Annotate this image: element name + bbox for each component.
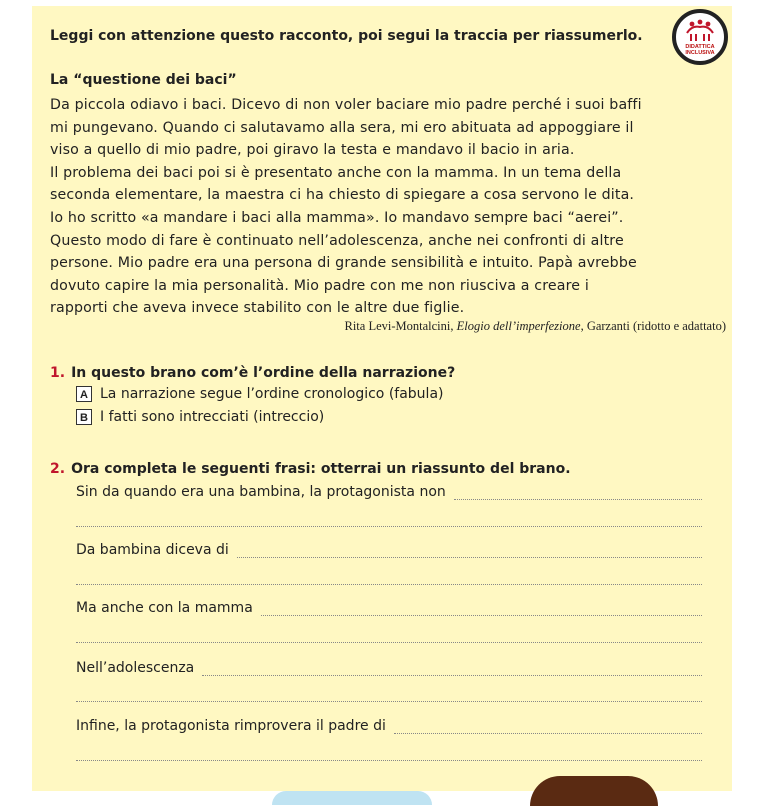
credit-title: Elogio dell’imperfezione <box>456 319 581 333</box>
people-icon <box>684 19 716 43</box>
story-title: La “questione dei baci” <box>50 72 237 88</box>
badge-label: DIDATTICA INCLUSIVA <box>685 44 715 56</box>
decorative-illustration <box>530 776 658 806</box>
answer-line[interactable] <box>261 601 702 616</box>
answer-field[interactable] <box>76 718 702 734</box>
option-a[interactable] <box>76 386 443 402</box>
answer-field[interactable] <box>76 660 702 676</box>
answer-line[interactable] <box>76 760 702 761</box>
decorative-illustration <box>272 791 432 805</box>
prompt-text: Sin da quando era una bambina, la protagonista non <box>76 484 446 500</box>
prompt-text: Nell’adolescenza <box>76 660 195 676</box>
source-credit <box>344 319 726 334</box>
story-line: Da piccola odiavo i baci. Dicevo di non voler baciare mio padre perché i suoi baffi <box>50 97 642 113</box>
answer-field[interactable] <box>76 484 702 500</box>
option-label: I fatti sono intrecciati (intreccio) <box>100 409 325 425</box>
story-line: mi pungevano. Quando ci salutavamo alla sera, mi ero abituata ad appoggiare il <box>50 119 634 136</box>
worksheet-page <box>32 6 732 791</box>
question-number: 2. <box>50 461 66 477</box>
option-checkbox[interactable]: B <box>76 409 92 425</box>
option-checkbox[interactable]: A <box>76 386 92 402</box>
story-line: rapporti che aveva invece stabilito con le altre due figlie. <box>50 300 465 317</box>
answer-line[interactable] <box>237 543 702 558</box>
story-line: viso a quello di mio padre, poi giravo la testa e mandavo il bacio in aria. <box>50 142 575 159</box>
answer-field[interactable] <box>76 542 702 558</box>
answer-line[interactable] <box>454 485 702 500</box>
option-label: La narrazione segue l’ordine cronologico (fabula) <box>100 386 444 402</box>
prompt-text: Da bambina diceva di <box>76 542 229 558</box>
didattica-inclusiva-badge <box>672 9 728 65</box>
question-text: In questo brano com’è l’ordine della narrazione? <box>71 365 456 381</box>
answer-line[interactable] <box>394 719 702 734</box>
answer-line[interactable] <box>76 642 702 643</box>
question-text: Ora completa le seguenti frasi: otterrai un riassunto del brano. <box>71 461 571 477</box>
credit-author: Rita Levi-Montalcini, <box>344 319 457 333</box>
story-line: Il problema dei baci poi si è presentato anche con la mamma. In un tema della <box>50 164 622 181</box>
story-line: dovuto capire la mia personalità. Mio padre con me non riusciva a creare i <box>50 277 589 294</box>
option-b[interactable] <box>76 409 324 425</box>
story-line: Io ho scritto «a mandare i baci alla mamma». Io mandavo sempre baci “aerei”. <box>50 209 624 226</box>
question-1 <box>50 365 455 381</box>
prompt-text: Ma anche con la mamma <box>76 600 253 616</box>
question-number: 1. <box>50 365 66 381</box>
answer-field[interactable] <box>76 600 702 616</box>
story-text <box>50 94 710 320</box>
credit-publisher: , Garzanti (ridotto e adattato) <box>580 319 726 333</box>
answer-line[interactable] <box>76 526 702 527</box>
prompt-text: Infine, la protagonista rimprovera il padre di <box>76 718 386 734</box>
answer-line[interactable] <box>202 661 702 676</box>
instruction-heading: Leggi con attenzione questo racconto, poi segui la traccia per riassumerlo. <box>50 28 643 44</box>
question-2 <box>50 461 571 477</box>
story-line: persone. Mio padre era una persona di grande sensibilità e intuito. Papà avrebbe <box>50 255 637 272</box>
answer-line[interactable] <box>76 701 702 702</box>
story-line: Questo modo di fare è continuato nell’adolescenza, anche nei confronti di altre <box>50 232 624 249</box>
answer-line[interactable] <box>76 584 702 585</box>
story-line: seconda elementare, la maestra ci ha chiesto di spiegare a cosa servono le dita. <box>50 187 635 204</box>
